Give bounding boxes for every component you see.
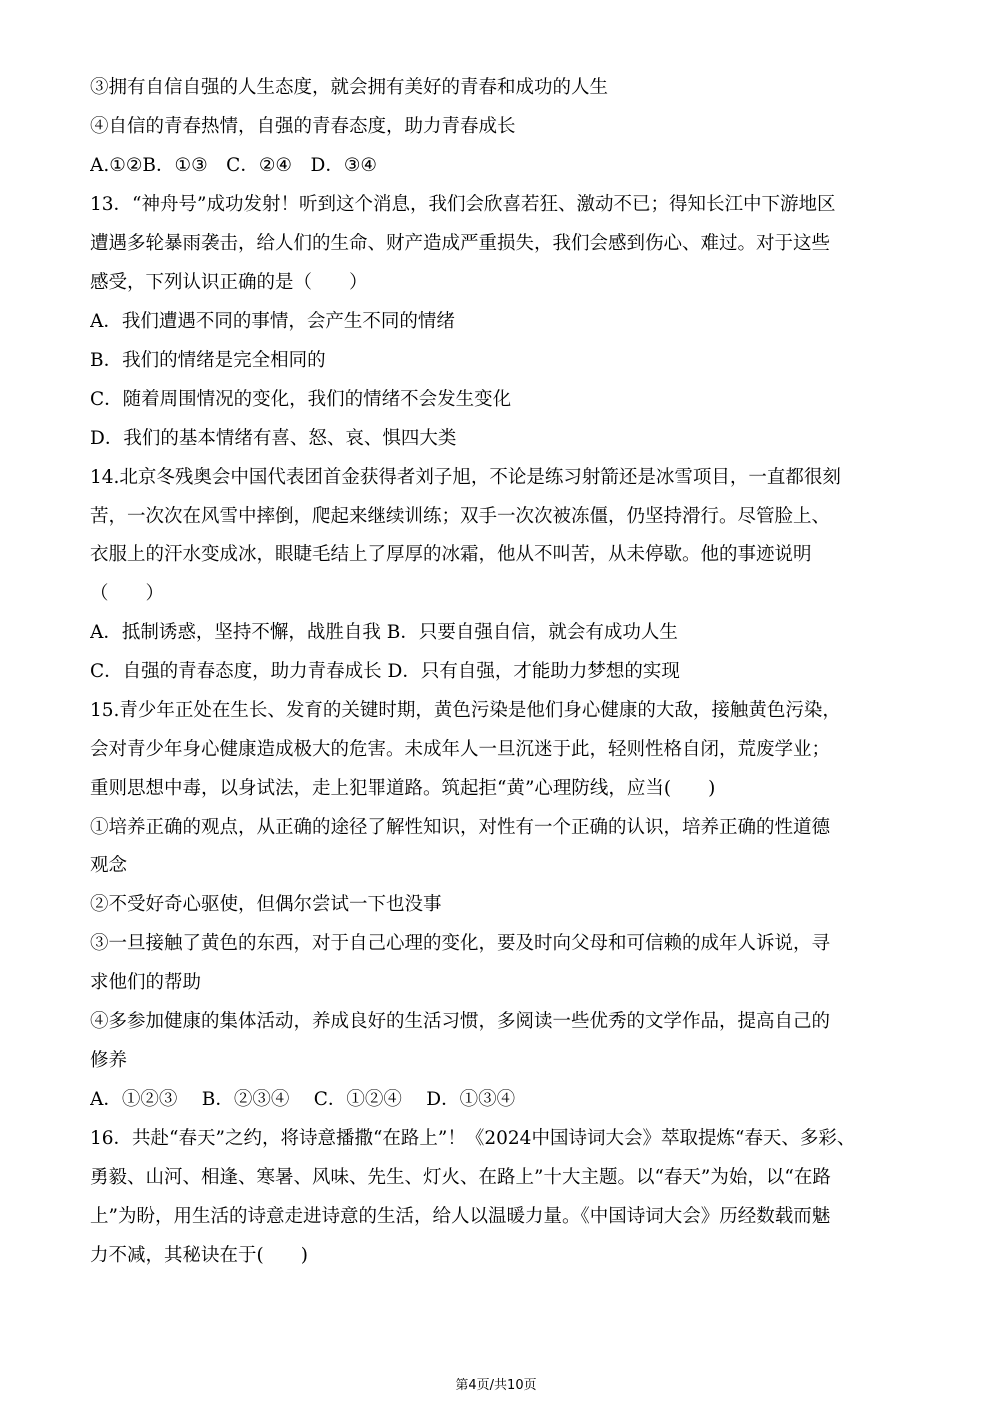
text-line: 修养	[90, 1050, 128, 1071]
text-line: 14.北京冬残奥会中国代表团首金获得者刘子旭，不论是练习射箭还是冰雪项目，一直都很刻	[90, 467, 841, 488]
text-line: B．我们的情绪是完全相同的	[90, 350, 326, 371]
text-line: 衣服上的汗水变成冰，眼睫毛结上了厚厚的冰霜，他从不叫苦，从未停歇。他的事迹说明	[90, 544, 812, 565]
text-line: D．我们的基本情绪有喜、怒、哀、惧四大类	[90, 428, 457, 449]
text-line: A.①②B．①③ C．②④ D．③④	[90, 155, 378, 176]
text-line: （ ）	[90, 583, 165, 604]
text-line: ④自信的青春热情，自强的青春态度，助力青春成长	[90, 116, 516, 137]
text-line: ③拥有自信自强的人生态度，就会拥有美好的青春和成功的人生	[90, 77, 609, 98]
text-line: A．我们遭遇不同的事情，会产生不同的情绪	[90, 311, 455, 332]
text-line: 求他们的帮助	[90, 972, 202, 993]
text-line: 感受，下列认识正确的是（ ）	[90, 272, 368, 293]
text-line: 苦，一次次在风雪中摔倒，爬起来继续训练；双手一次次被冻僵，仍坚持滑行。尽管脸上、	[90, 506, 831, 527]
text-line: 13．“神舟号”成功发射！听到这个消息，我们会欣喜若狂、激动不已；得知长江中下游地区	[90, 194, 836, 215]
text-line: ③一旦接触了黄色的东西，对于自己心理的变化，要及时向父母和可信赖的成年人诉说，寻	[90, 933, 831, 954]
text-line: A．抵制诱惑，坚持不懈，战胜自我 B．只要自强自信，就会有成功人生	[90, 622, 678, 643]
text-line: 重则思想中毒，以身试法，走上犯罪道路。筑起拒“黄”心理防线，应当( )	[90, 778, 716, 799]
text-line: 15.青少年正处在生长、发育的关键时期，黄色污染是他们身心健康的大敌，接触黄色污染，	[90, 700, 841, 721]
text-line: 16．共赴“春天”之约，将诗意播撒“在路上”！《2024中国诗词大会》萃取提炼“春天、多彩、	[90, 1128, 856, 1149]
text-line: C．随着周围情况的变化，我们的情绪不会发生变化	[90, 389, 512, 410]
text-line: 勇毅、山河、相逢、寒暑、风味、先生、灯火、在路上”十大主题。以“春天”为始，以“在路	[90, 1167, 831, 1188]
text-line: ④多参加健康的集体活动，养成良好的生活习惯，多阅读一些优秀的文学作品，提高自己的	[90, 1011, 831, 1032]
page-number: 第4页/共10页	[455, 1378, 537, 1393]
text-line: ①培养正确的观点，从正确的途径了解性知识，对性有一个正确的认识，培养正确的性道德	[90, 817, 831, 838]
text-line: C．自强的青春态度，助力青春成长 D．只有自强，才能助力梦想的实现	[90, 661, 680, 682]
text-line: A．①②③ B．②③④ C．①②④ D．①③④	[90, 1089, 516, 1110]
text-line: 观念	[90, 855, 128, 876]
text-line: 上”为盼，用生活的诗意走进诗意的生活，给人以温暖力量。《中国诗词大会》历经数载而魅	[90, 1206, 831, 1227]
text-line: ②不受好奇心驱使，但偶尔尝试一下也没事	[90, 894, 442, 915]
text-line: 力不减，其秘诀在于( )	[90, 1245, 308, 1266]
text-line: 会对青少年身心健康造成极大的危害。未成年人一旦沉迷于此，轻则性格自闭，荒废学业；	[90, 739, 831, 760]
text-line: 遭遇多轮暴雨袭击，给人们的生命、财产造成严重损失，我们会感到伤心、难过。对于这些	[90, 233, 831, 254]
